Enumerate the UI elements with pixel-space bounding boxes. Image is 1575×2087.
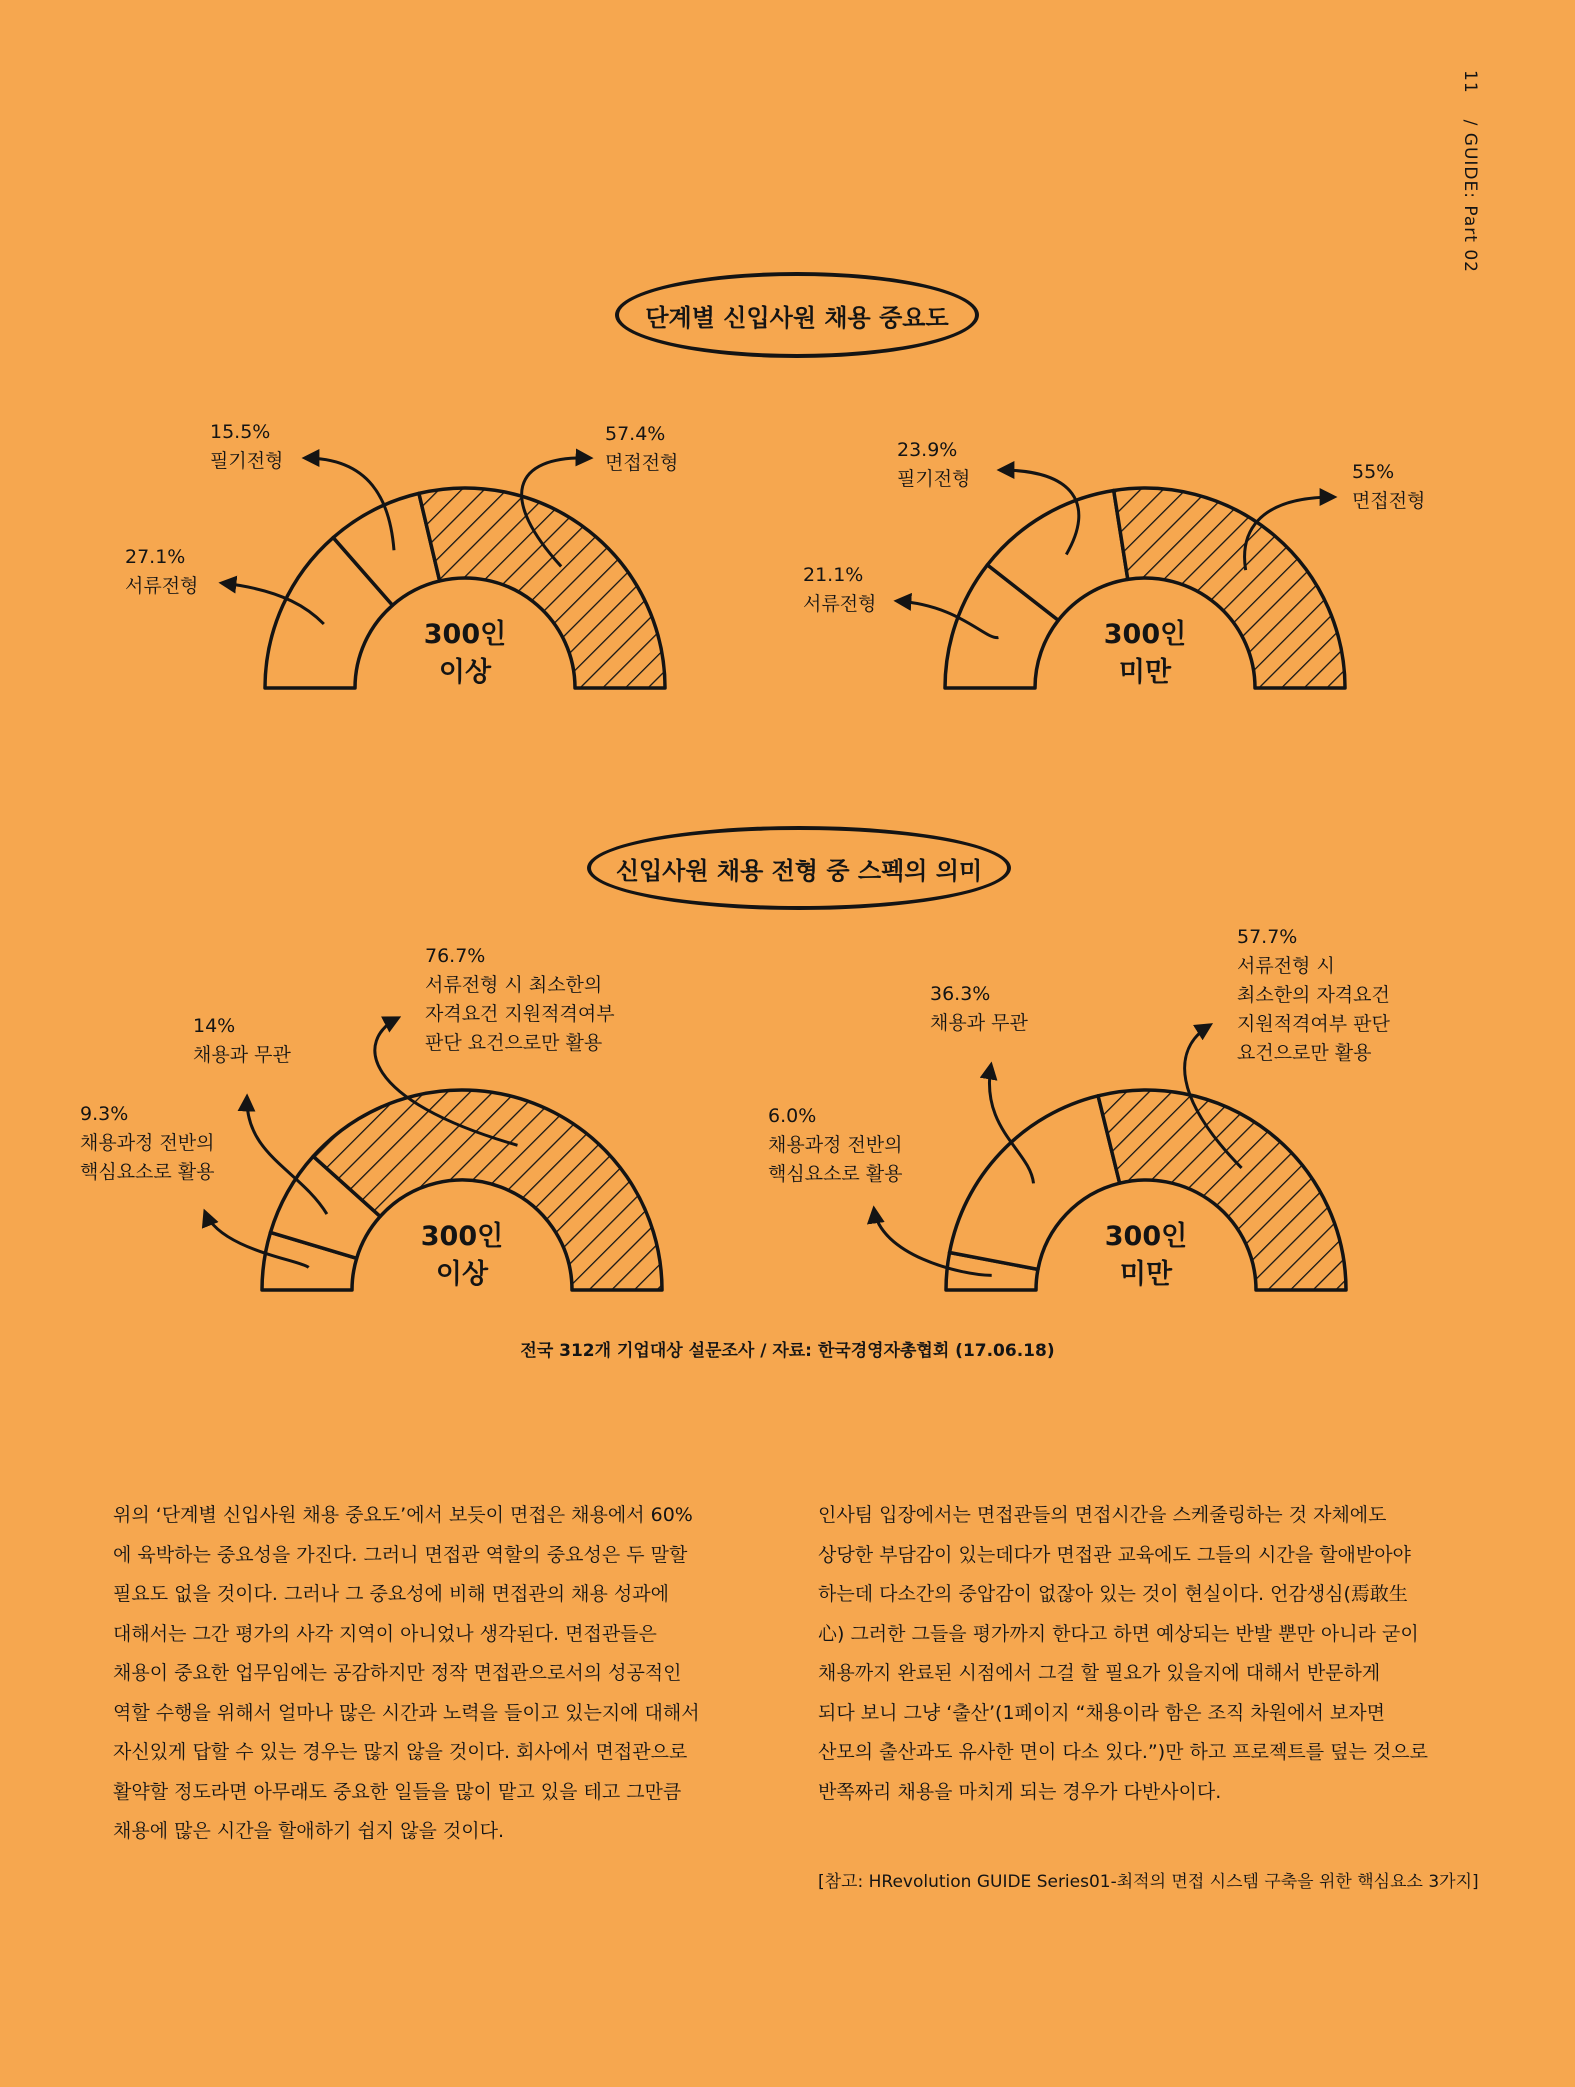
body-line: 대해서는 그간 평가의 사각 지역이 아니었나 생각된다. 면접관들은 — [113, 1622, 657, 1645]
slice-category: 채용과정 전반의 — [768, 1134, 903, 1156]
slice-value: 23.9% — [897, 439, 958, 461]
slice-category: 요건으로만 활용 — [1237, 1042, 1372, 1064]
center-label-line: 300인 — [420, 1221, 504, 1252]
spec-meaning-title: 신입사원 채용 전형 중 스펙의 의미 — [587, 826, 1011, 910]
slice-category: 서류전형 — [803, 593, 877, 615]
center-label-line: 300인 — [1104, 1221, 1188, 1252]
slice-value: 57.7% — [1237, 926, 1298, 948]
slice-value: 76.7% — [425, 945, 486, 967]
slice-category: 필기전형 — [897, 468, 971, 490]
slice-category: 면접전형 — [1352, 490, 1426, 512]
slice-label — [425, 942, 615, 1058]
body-line: 되다 보니 그냥 ‘출산’(1페이지 “채용이라 함은 조직 차원에서 보자면 — [818, 1701, 1385, 1724]
slice-label — [930, 980, 1028, 1038]
stage-importance-title: 단계별 신입사원 채용 중요도 — [615, 272, 979, 358]
chart-center-label — [402, 1218, 522, 1294]
slice-label — [768, 1102, 903, 1189]
slice-category: 핵심요소로 활용 — [768, 1163, 903, 1185]
slice-category: 자격요건 지원적격여부 — [425, 1003, 615, 1025]
slice-category: 지원적격여부 판단 — [1237, 1013, 1390, 1035]
slice-value: 55% — [1352, 461, 1395, 483]
slice-category: 서류전형 — [125, 575, 199, 597]
chart-center-label — [405, 616, 525, 692]
slice-value: 9.3% — [80, 1103, 129, 1125]
body-line: 채용이 중요한 업무임에는 공감하지만 정작 면접관으로서의 성공적인 — [113, 1662, 682, 1684]
slice-label — [125, 543, 198, 601]
slice-category: 채용과 무관 — [193, 1044, 291, 1066]
slice-label — [803, 561, 876, 619]
slice-value: 14% — [193, 1015, 236, 1037]
slice-label — [210, 418, 283, 476]
slice-value: 27.1% — [125, 546, 186, 568]
body-line: 心) 그러한 그들을 평가까지 한다고 하면 예상되는 반발 뿐만 아니라 굳이 — [818, 1622, 1419, 1645]
body-line: 역할 수행을 위해서 얼마나 많은 시간과 노력을 들이고 있는지에 대해서 — [113, 1701, 700, 1724]
slice-category: 서류전형 시 — [1237, 955, 1335, 977]
slice-category: 서류전형 시 최소한의 — [425, 974, 603, 996]
body-line: 산모의 출산과도 유사한 면이 다소 있다.”)만 하고 프로젝트를 덮는 것으로 — [818, 1741, 1428, 1763]
slice-value: 15.5% — [210, 421, 271, 443]
slice-category: 핵심요소로 활용 — [80, 1161, 215, 1183]
slice-label — [605, 420, 678, 478]
slice-category: 면접전형 — [605, 452, 679, 474]
section-label: / GUIDE: Part 02 — [1460, 119, 1480, 273]
slice-value: 21.1% — [803, 564, 864, 586]
body-line: 에 육박하는 중요성을 가진다. 그러니 면접관 역할의 중요성은 두 말할 — [113, 1543, 688, 1566]
slice-label — [193, 1012, 291, 1070]
body-line: 인사팀 입장에서는 면접관들의 면접시간을 스케줄링하는 것 자체에도 — [818, 1504, 1387, 1526]
chart-center-label — [1085, 616, 1205, 692]
slice-value: 6.0% — [768, 1105, 817, 1127]
body-line: 활약할 정도라면 아무래도 중요한 일들을 많이 맡고 있을 테고 그만큼 — [113, 1780, 682, 1803]
reference-note: [참고: HRevolution GUIDE Series01-최적의 면접 시스템 구축을 위한 핵심요소 3가지] — [818, 1872, 1479, 1892]
chart-center-label — [1086, 1218, 1206, 1294]
center-label-line: 이상 — [438, 657, 492, 688]
center-label-line: 미만 — [1118, 657, 1172, 688]
center-label-line: 이상 — [435, 1259, 489, 1290]
page-number: 11 — [1460, 70, 1480, 94]
body-line: 위의 ‘단계별 신입사원 채용 중요도’에서 보듯이 면접은 채용에서 60% — [113, 1504, 693, 1526]
body-line: 채용에 많은 시간을 할애하기 쉽지 않을 것이다. — [113, 1820, 505, 1842]
body-text-left — [113, 1496, 700, 1852]
slice-value: 36.3% — [930, 983, 991, 1005]
slice-label — [80, 1100, 215, 1187]
center-label-line: 미만 — [1119, 1259, 1173, 1290]
body-text-right — [818, 1496, 1428, 1812]
slice-value: 57.4% — [605, 423, 666, 445]
slice-label — [1237, 923, 1390, 1068]
body-line: 자신있게 답할 수 있는 경우는 많지 않을 것이다. 회사에서 면접관으로 — [113, 1741, 688, 1763]
slice-category: 채용과정 전반의 — [80, 1132, 215, 1154]
body-line: 반쪽짜리 채용을 마치게 되는 경우가 다반사이다. — [818, 1780, 1222, 1803]
body-line: 채용까지 완료된 시점에서 그걸 할 필요가 있을지에 대해서 반문하게 — [818, 1662, 1381, 1684]
chart-source: 전국 312개 기업대상 설문조사 / 자료: 한국경영자총협회 (17.06.18) — [520, 1341, 1055, 1361]
center-label-line: 300인 — [1103, 619, 1187, 650]
slice-category: 채용과 무관 — [930, 1012, 1028, 1034]
slice-label — [897, 436, 970, 494]
slice-category: 판단 요건으로만 활용 — [425, 1032, 603, 1054]
slice-category: 최소한의 자격요건 — [1237, 984, 1390, 1006]
body-line: 상당한 부담감이 있는데다가 면접관 교육에도 그들의 시간을 할애받아야 — [818, 1543, 1411, 1566]
body-line: 필요도 없을 것이다. 그러나 그 중요성에 비해 면접관의 채용 성과에 — [113, 1583, 669, 1605]
center-label-line: 300인 — [423, 619, 507, 650]
slice-category: 필기전형 — [210, 450, 284, 472]
body-line: 하는데 다소간의 중압감이 없잖아 있는 것이 현실이다. 언감생심(焉敢生 — [818, 1583, 1408, 1605]
slice-label — [1352, 458, 1425, 516]
